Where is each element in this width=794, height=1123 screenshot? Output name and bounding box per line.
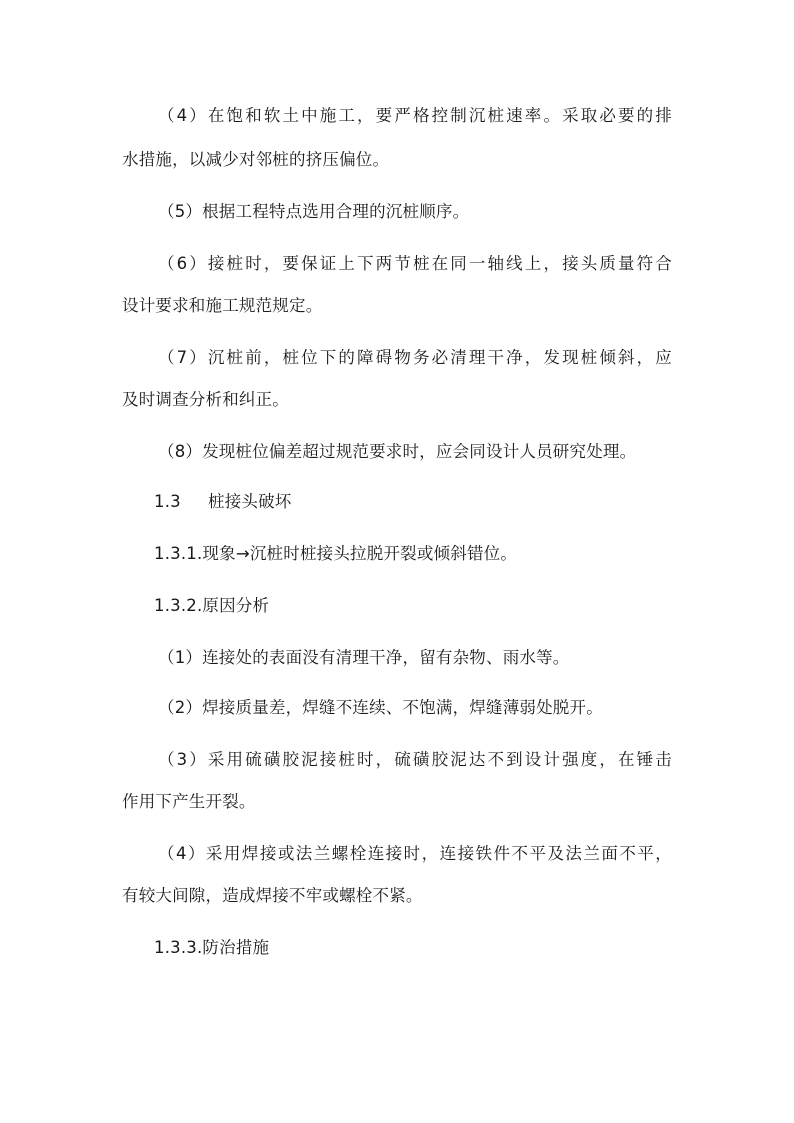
paragraph-line: （3）采用硫磺胶泥接桩时，硫磺胶泥达不到设计强度，在锤击 [158, 750, 672, 769]
subsection-line: 1.3.1.现象→沉桩时桩接头拉脱开裂或倾斜错位。 [154, 544, 518, 563]
paragraph-line: （7）沉桩前，桩位下的障碍物务必清理干净，发现桩倾斜，应 [158, 348, 672, 367]
paragraph-line: 及时调查分析和纠正。 [122, 390, 289, 409]
paragraph-line: （5）根据工程特点选用合理的沉桩顺序。 [158, 202, 470, 221]
section-heading: 桩接头破坏 [208, 492, 292, 511]
paragraph-line: 作用下产生开裂。 [122, 792, 256, 811]
paragraph-line: （2）焊接质量差，焊缝不连续、不饱满，焊缝薄弱处脱开。 [158, 698, 603, 717]
paragraph-line: 设计要求和施工规范规定。 [122, 296, 323, 315]
paragraph-line: 有较大间隙，造成焊接不牢或螺栓不紧。 [122, 886, 423, 905]
paragraph-line: （6）接桩时，要保证上下两节桩在同一轴线上，接头质量符合 [158, 254, 672, 273]
section-number: 1.3 [154, 492, 181, 511]
paragraph-line: （4）采用焊接或法兰螺栓连接时，连接铁件不平及法兰面不平， [158, 844, 672, 863]
subsection-heading: 1.3.3.防治措施 [154, 938, 270, 957]
subsection-heading: 1.3.2.原因分析 [154, 596, 270, 615]
paragraph-line: 水措施，以减少对邻桩的挤压偏位。 [122, 150, 390, 169]
paragraph-line: （8）发现桩位偏差超过规范要求时，应会同设计人员研究处理。 [158, 442, 637, 461]
paragraph-line: （4）在饱和软土中施工，要严格控制沉桩速率。采取必要的排 [158, 106, 672, 125]
paragraph-line: （1）连接处的表面没有清理干净，留有杂物、雨水等。 [158, 648, 570, 667]
